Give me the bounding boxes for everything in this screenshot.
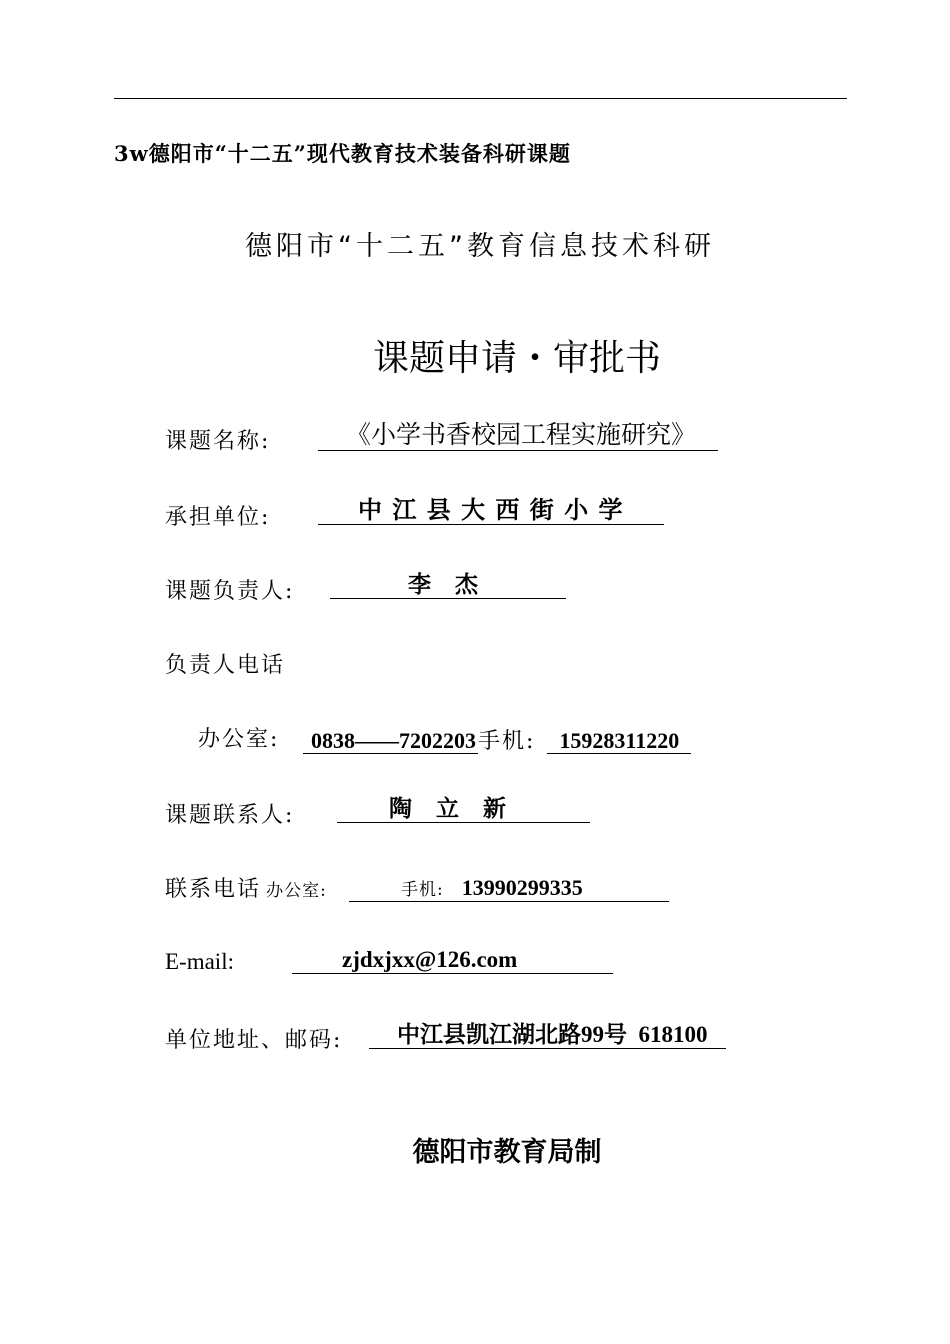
project-name-value: 《小学书香校园工程实施研究》 bbox=[318, 421, 718, 451]
office-label: 办公室: bbox=[198, 727, 280, 752]
contact-label: 课题联系人: bbox=[165, 803, 295, 828]
email-value: zjdxjxx@126.com bbox=[292, 947, 613, 974]
office-phone-field bbox=[303, 724, 691, 755]
address-field bbox=[369, 1022, 726, 1049]
leader-row bbox=[165, 574, 294, 605]
contact-mobile-value: 13990299335 bbox=[461, 875, 583, 900]
leader-phone-heading bbox=[165, 648, 285, 679]
contact-mobile-label: 手机: bbox=[401, 880, 444, 900]
document-header: 3w德阳市“十二五”现代教育技术装备科研课题 bbox=[114, 141, 571, 166]
leader-label: 课题负责人: bbox=[165, 579, 295, 604]
contact-phone-field bbox=[349, 875, 669, 902]
unit-label: 承担单位: bbox=[165, 505, 271, 530]
office-value: 0838——7202203 bbox=[303, 728, 478, 754]
contact-phone-label: 联系电话 bbox=[165, 877, 262, 902]
mobile-value: 15928311220 bbox=[547, 728, 691, 754]
contact-phone-row bbox=[165, 872, 327, 903]
contact-row bbox=[165, 798, 294, 829]
project-name-field bbox=[318, 421, 718, 451]
unit-value: 中 江 县 大 西 街 小 学 bbox=[318, 496, 664, 525]
contact-value: 陶 立 新 bbox=[337, 796, 590, 823]
mobile-label: 手机: bbox=[478, 729, 536, 754]
email-field bbox=[292, 947, 613, 974]
office-phone-row bbox=[198, 722, 279, 753]
contact-office-label: 办公室: bbox=[266, 881, 327, 901]
address-row bbox=[165, 1023, 342, 1054]
address-label: 单位地址、邮码: bbox=[165, 1028, 343, 1053]
email-label: E-mail: bbox=[165, 949, 234, 974]
leader-field bbox=[330, 572, 566, 599]
unit-field bbox=[318, 496, 664, 525]
leader-value: 李 杰 bbox=[330, 572, 566, 599]
project-name-label: 课题名称: bbox=[165, 429, 271, 454]
project-name-row bbox=[165, 424, 270, 455]
document-title: 课题申请・审批书 bbox=[372, 338, 661, 379]
unit-row bbox=[165, 500, 270, 531]
document-footer: 德阳市教育局制 bbox=[412, 1137, 602, 1168]
contact-phone-underline bbox=[349, 875, 669, 902]
email-row bbox=[165, 949, 234, 975]
address-value: 中江县凯江湖北路99号 618100 bbox=[369, 1022, 726, 1049]
contact-field bbox=[337, 796, 590, 823]
top-rule bbox=[114, 98, 847, 99]
document-subtitle: 德阳市“十二五”教育信息技术科研 bbox=[245, 231, 715, 262]
leader-phone-label: 负责人电话 bbox=[165, 653, 286, 678]
